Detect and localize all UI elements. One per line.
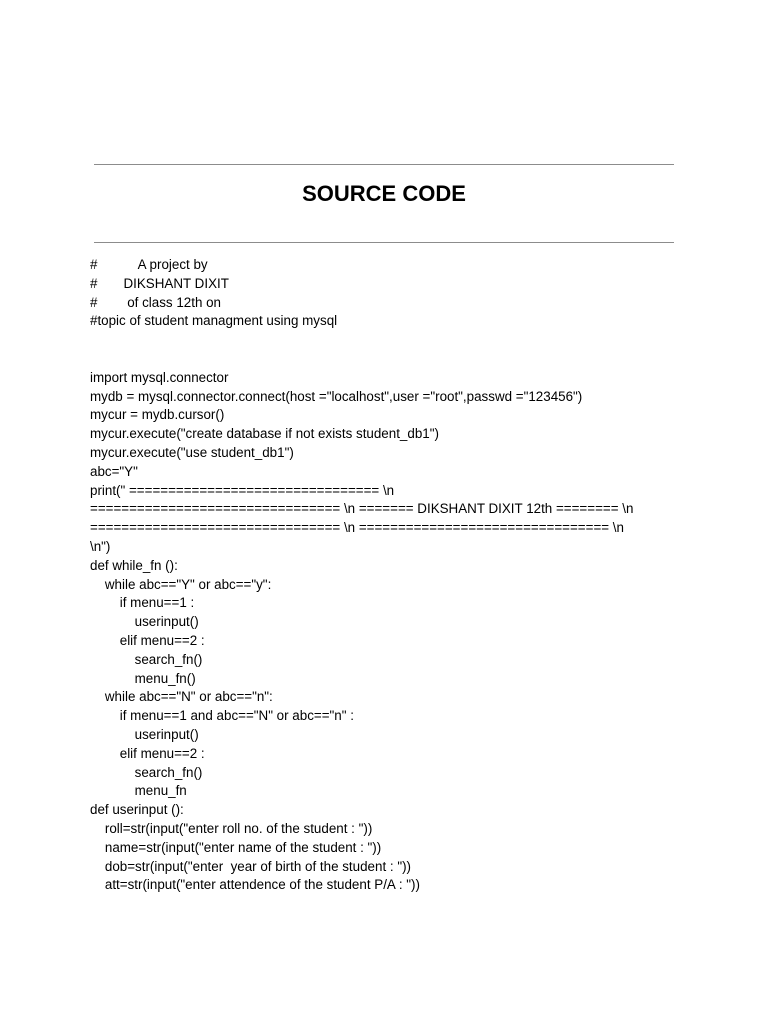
code-line: import mysql.connector — [90, 369, 229, 385]
code-line: print(" ================================ \n — [90, 482, 395, 498]
code-line: mydb = mysql.connector.connect(host ="localhost",user ="root",passwd ="123456") — [90, 388, 583, 404]
code-line: elif menu==2 : — [90, 632, 205, 648]
code-line: name=str(input("enter name of the student : ")) — [90, 839, 382, 855]
code-line — [90, 331, 690, 350]
code-line: att=str(input("enter attendence of the student P/A : ")) — [90, 877, 420, 893]
code-line: menu_fn() — [90, 670, 196, 686]
source-code-block — [90, 256, 690, 895]
page-title: SOURCE CODE — [302, 181, 466, 206]
code-line: search_fn() — [90, 651, 203, 667]
code-line: # of class 12th on — [90, 294, 222, 310]
code-line: menu_fn — [90, 783, 187, 799]
code-line: # A project by — [90, 257, 208, 272]
code-line: abc="Y" — [90, 463, 138, 479]
code-line: mycur.execute("use student_db1") — [90, 444, 294, 460]
code-line: userinput() — [90, 614, 199, 630]
code-line: search_fn() — [90, 764, 203, 780]
bottom-divider — [94, 242, 674, 243]
code-line: mycur = mydb.cursor() — [90, 407, 225, 423]
code-line: while abc=="N" or abc=="n": — [90, 689, 273, 705]
code-line: def userinput (): — [90, 802, 184, 818]
code-line: def while_fn (): — [90, 557, 178, 573]
code-line: if menu==1 : — [90, 595, 195, 611]
code-line: mycur.execute("create database if not exists student_db1") — [90, 426, 439, 442]
code-line: if menu==1 and abc=="N" or abc=="n" : — [90, 708, 354, 724]
code-line: \n") — [90, 538, 111, 554]
code-line: ================================ \n ================================ \n — [90, 520, 624, 536]
code-line: elif menu==2 : — [90, 745, 205, 761]
code-line — [90, 350, 690, 369]
code-line: # DIKSHANT DIXIT — [90, 275, 229, 291]
code-line: roll=str(input("enter roll no. of the student : ")) — [90, 820, 373, 836]
code-line: dob=str(input("enter year of birth of the student : ")) — [90, 858, 411, 874]
code-line: while abc=="Y" or abc=="y": — [90, 576, 272, 592]
code-line: ================================ \n ======= DIKSHANT DIXIT 12th ======== \n — [90, 501, 634, 517]
top-divider — [94, 164, 674, 165]
code-line: userinput() — [90, 726, 199, 742]
code-line: #topic of student managment using mysql — [90, 313, 338, 329]
